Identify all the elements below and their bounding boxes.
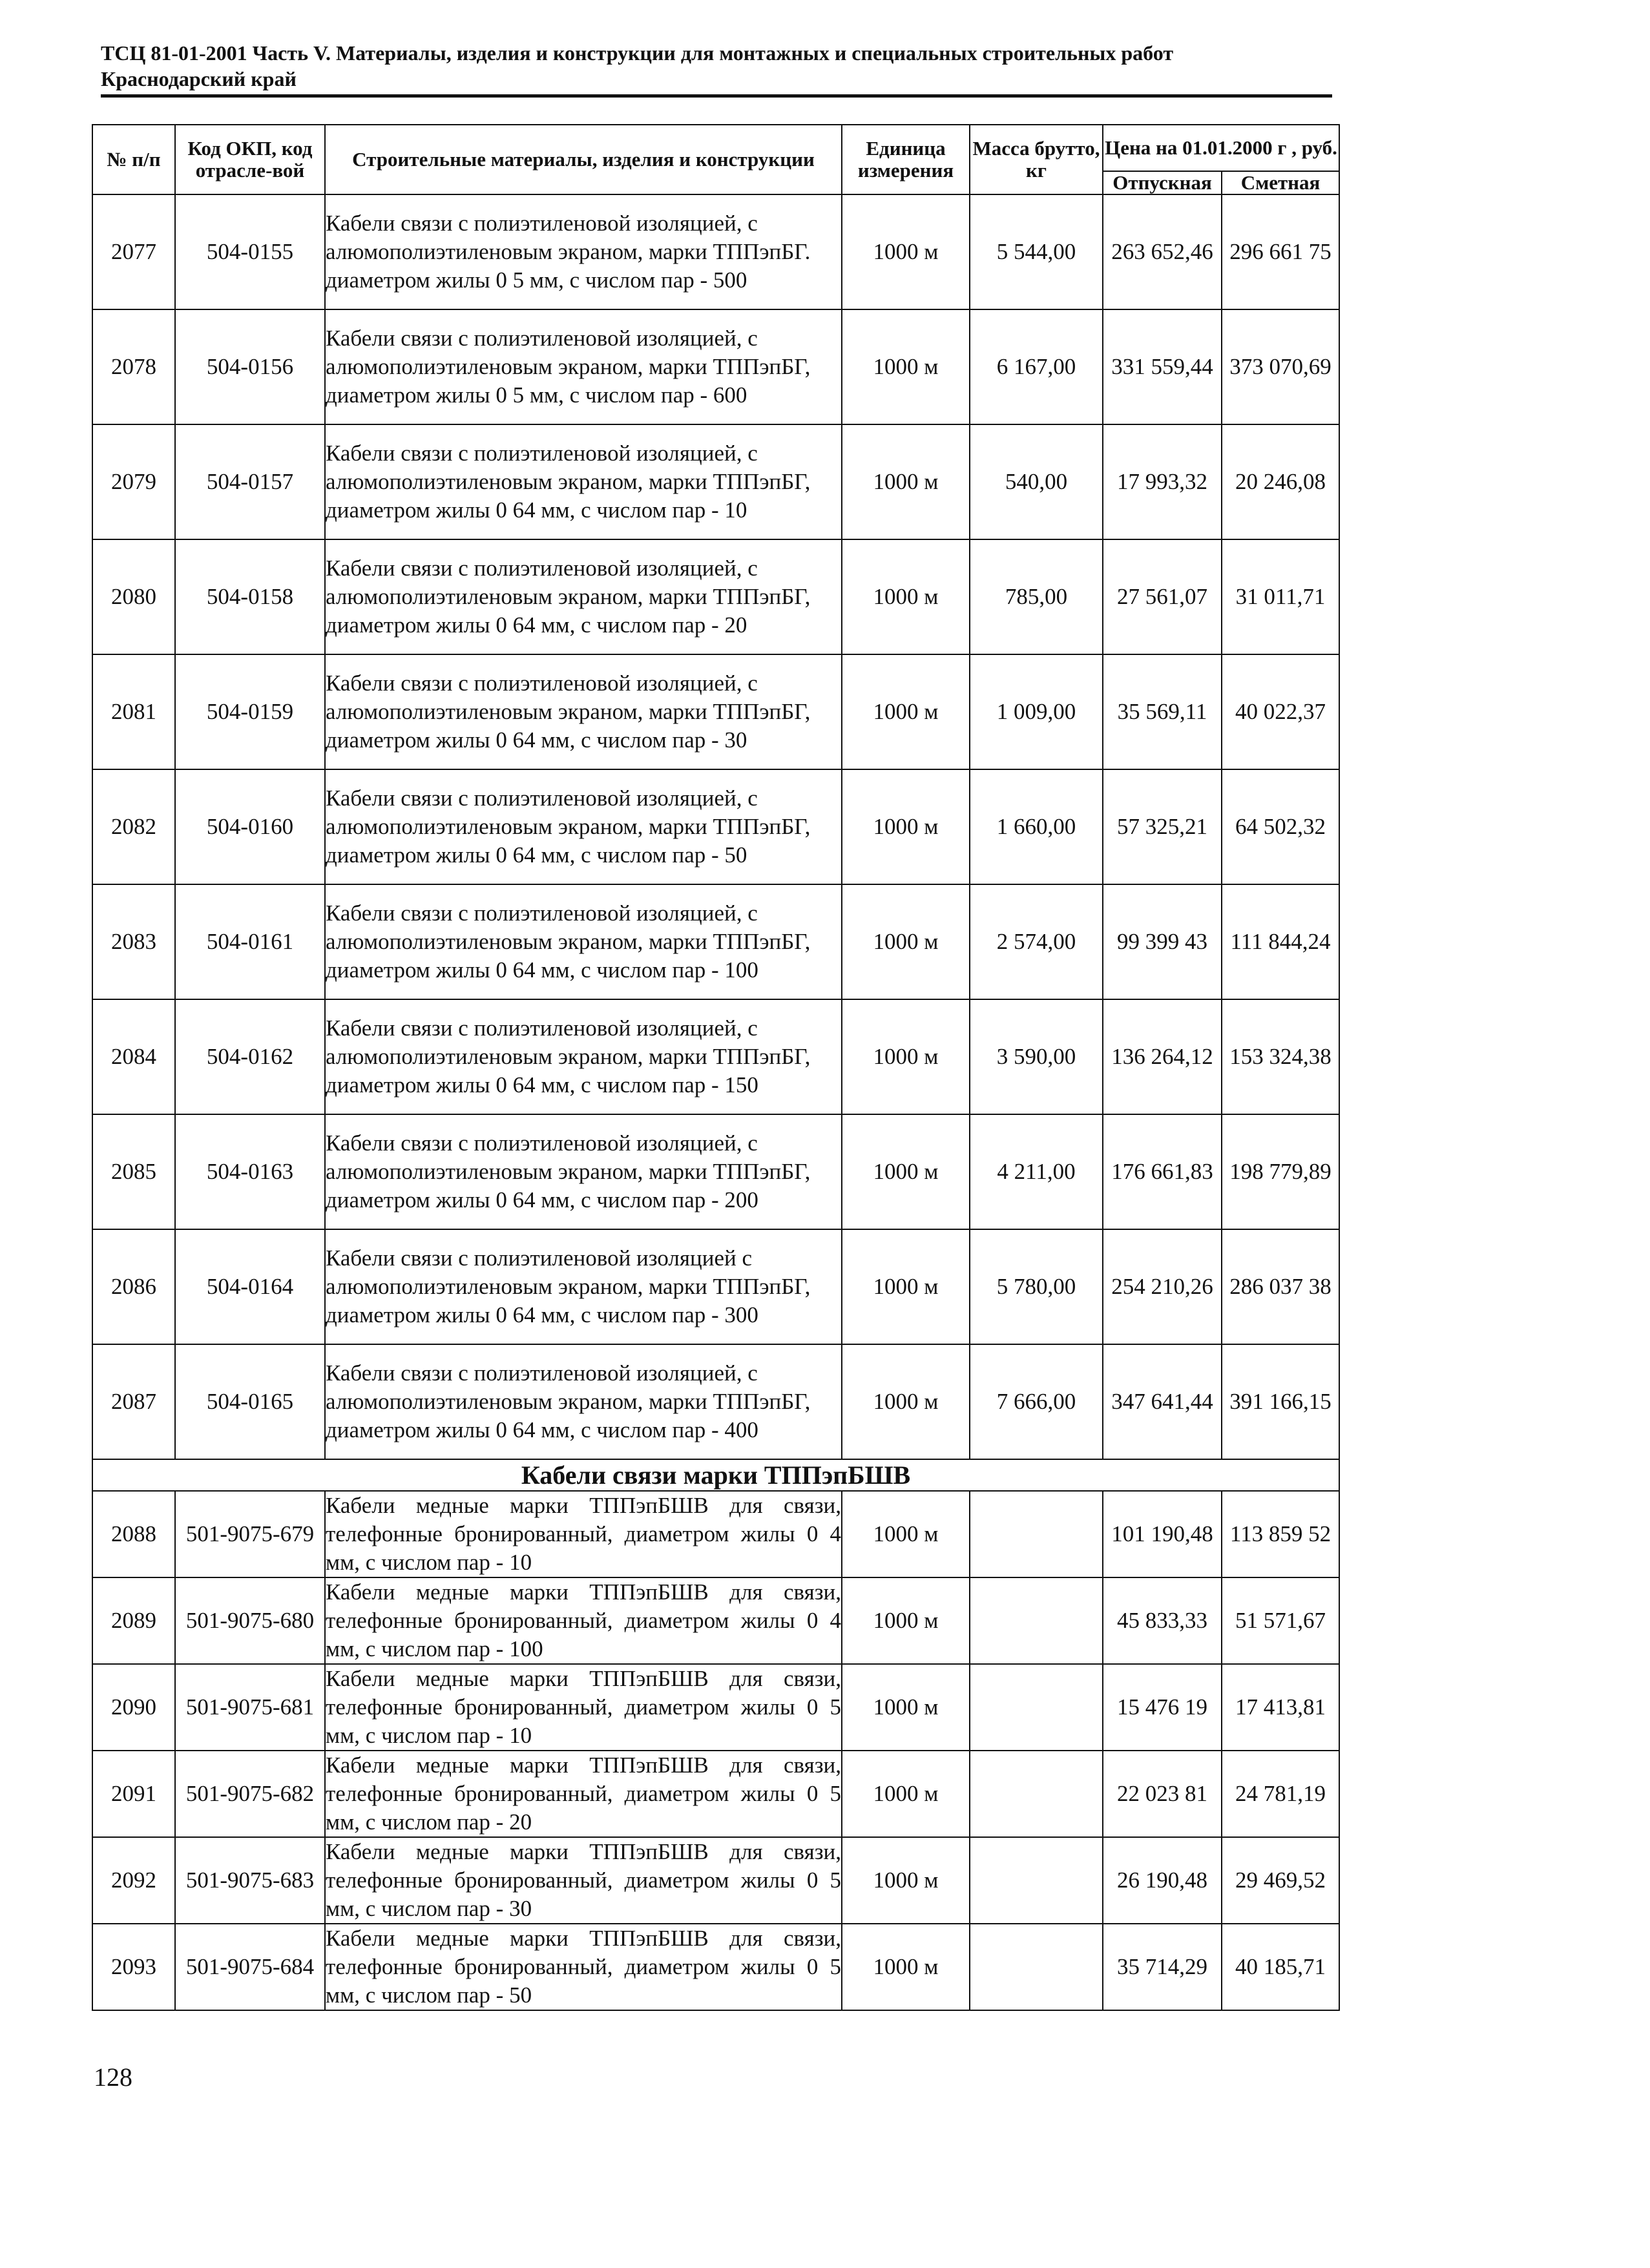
- row-release-price: 35 714,29: [1103, 1924, 1222, 2010]
- table-row: [92, 1577, 1339, 1664]
- row-estimate-price: 113 859 52: [1222, 1491, 1339, 1577]
- row-estimate-price: 31 011,71: [1222, 539, 1339, 654]
- row-mass: 785,00: [970, 539, 1103, 654]
- row-num: 2086: [92, 1229, 175, 1344]
- table-body-b: [92, 1491, 1339, 2010]
- row-unit: 1000 м: [842, 1751, 970, 1837]
- row-unit: 1000 м: [842, 1577, 970, 1664]
- header-title: ТСЦ 81-01-2001 Часть V. Материалы, изделия и конструкции для монтажных и специальных строительных работ: [101, 41, 1174, 65]
- row-num: 2078: [92, 309, 175, 424]
- row-estimate-price: 111 844,24: [1222, 884, 1339, 999]
- row-release-price: 331 559,44: [1103, 309, 1222, 424]
- row-mass: 1 009,00: [970, 654, 1103, 769]
- row-num: 2082: [92, 769, 175, 884]
- row-code: 504-0159: [175, 654, 325, 769]
- table-row: [92, 1837, 1339, 1924]
- table-row: [92, 1344, 1339, 1459]
- row-description: Кабели связи с полиэтиленовой изоляцией, с алюмополиэтиленовым экраном, марки ТППэпБГ. диаметром жилы 0 5 мм, с числом пар - 500: [325, 194, 842, 309]
- row-release-price: 22 023 81: [1103, 1751, 1222, 1837]
- row-estimate-price: 40 022,37: [1222, 654, 1339, 769]
- row-estimate-price: 64 502,32: [1222, 769, 1339, 884]
- row-description: Кабели связи с полиэтиленовой изоляцией, с алюмополиэтиленовым экраном, марки ТППэпБГ, диаметром жилы 0 64 мм, с числом пар - 200: [325, 1114, 842, 1229]
- table-row: [92, 1751, 1339, 1837]
- page-number: 128: [94, 2063, 132, 2092]
- row-num: 2089: [92, 1577, 175, 1664]
- row-mass: 1 660,00: [970, 769, 1103, 884]
- row-unit: 1000 м: [842, 1229, 970, 1344]
- row-code: 504-0157: [175, 424, 325, 539]
- row-num: 2081: [92, 654, 175, 769]
- row-estimate-price: 391 166,15: [1222, 1344, 1339, 1459]
- row-code: 504-0163: [175, 1114, 325, 1229]
- row-release-price: 26 190,48: [1103, 1837, 1222, 1924]
- row-release-price: 101 190,48: [1103, 1491, 1222, 1577]
- row-mass: 4 211,00: [970, 1114, 1103, 1229]
- row-estimate-price: 51 571,67: [1222, 1577, 1339, 1664]
- row-mass: [970, 1577, 1103, 1664]
- row-description: Кабели связи с полиэтиленовой изоляцией, с алюмополиэтиленовым экраном, марки ТППэпБГ, диаметром жилы 0 64 мм, с числом пар - 30: [325, 654, 842, 769]
- row-num: 2091: [92, 1751, 175, 1837]
- table-row: [92, 539, 1339, 654]
- row-description: Кабели связи с полиэтиленовой изоляцией, с алюмополиэтиленовым экраном, марки ТППэпБГ, диаметром жилы 0 64 мм, с числом пар - 20: [325, 539, 842, 654]
- header-rule: [101, 94, 1332, 98]
- row-code: 504-0165: [175, 1344, 325, 1459]
- row-unit: 1000 м: [842, 539, 970, 654]
- row-unit: 1000 м: [842, 1344, 970, 1459]
- col-header-num: № п/п: [92, 125, 175, 194]
- row-code: 501-9075-684: [175, 1924, 325, 2010]
- row-release-price: 57 325,21: [1103, 769, 1222, 884]
- section-title: Кабели связи марки ТППэпБШВ: [92, 1459, 1339, 1491]
- row-estimate-price: 373 070,69: [1222, 309, 1339, 424]
- row-description: Кабели связи с полиэтиленовой изоляцией, с алюмополиэтиленовым экраном, марки ТППэпБГ, диаметром жилы 0 64 мм, с числом пар - 50: [325, 769, 842, 884]
- row-estimate-price: 286 037 38: [1222, 1229, 1339, 1344]
- price-table: [92, 124, 1340, 2011]
- row-mass: [970, 1837, 1103, 1924]
- row-num: 2088: [92, 1491, 175, 1577]
- row-description: Кабели медные марки ТППэпБШВ для связи, телефонные бронированный, диаметром жилы 0 4 мм, с числом пар - 100: [325, 1577, 842, 1664]
- row-mass: [970, 1924, 1103, 2010]
- row-release-price: 254 210,26: [1103, 1229, 1222, 1344]
- row-mass: 6 167,00: [970, 309, 1103, 424]
- row-release-price: 99 399 43: [1103, 884, 1222, 999]
- row-description: Кабели связи с полиэтиленовой изоляцией, с алюмополиэтиленовым экраном, марки ТППэпБГ, диаметром жилы 0 64 мм, с числом пар - 10: [325, 424, 842, 539]
- col-header-code: Код ОКП, код отрасле-вой: [175, 125, 325, 194]
- row-code: 501-9075-679: [175, 1491, 325, 1577]
- row-code: 504-0156: [175, 309, 325, 424]
- row-code: 504-0155: [175, 194, 325, 309]
- table-row: [92, 194, 1339, 309]
- row-unit: 1000 м: [842, 999, 970, 1114]
- row-description: Кабели медные марки ТППэпБШВ для связи, телефонные бронированный, диаметром жилы 0 4 мм, с числом пар - 10: [325, 1491, 842, 1577]
- col-header-name: Строительные материалы, изделия и конструкции: [325, 125, 842, 194]
- col-header-estimate: Сметная: [1222, 171, 1339, 194]
- row-unit: 1000 м: [842, 1924, 970, 2010]
- row-num: 2092: [92, 1837, 175, 1924]
- row-mass: 540,00: [970, 424, 1103, 539]
- row-release-price: 15 476 19: [1103, 1664, 1222, 1751]
- row-code: 504-0164: [175, 1229, 325, 1344]
- row-num: 2079: [92, 424, 175, 539]
- row-mass: 5 544,00: [970, 194, 1103, 309]
- row-description: Кабели медные марки ТППэпБШВ для связи, телефонные бронированный, диаметром жилы 0 5 мм, с числом пар - 30: [325, 1837, 842, 1924]
- row-description: Кабели медные марки ТППэпБШВ для связи, телефонные бронированный, диаметром жилы 0 5 мм, с числом пар - 20: [325, 1751, 842, 1837]
- col-header-price: Цена на 01.01.2000 г , руб.: [1103, 125, 1339, 171]
- row-unit: 1000 м: [842, 1664, 970, 1751]
- row-code: 504-0158: [175, 539, 325, 654]
- row-description: Кабели связи с полиэтиленовой изоляцией, с алюмополиэтиленовым экраном, марки ТППэпБГ, диаметром жилы 0 64 мм, с числом пар - 100: [325, 884, 842, 999]
- table-row: [92, 999, 1339, 1114]
- row-release-price: 45 833,33: [1103, 1577, 1222, 1664]
- row-unit: 1000 м: [842, 309, 970, 424]
- row-num: 2087: [92, 1344, 175, 1459]
- table-row: [92, 654, 1339, 769]
- table-row: [92, 309, 1339, 424]
- col-header-mass: Масса брутто, кг: [970, 125, 1103, 194]
- row-release-price: 27 561,07: [1103, 539, 1222, 654]
- table-row: [92, 1924, 1339, 2010]
- row-estimate-price: 198 779,89: [1222, 1114, 1339, 1229]
- row-estimate-price: 24 781,19: [1222, 1751, 1339, 1837]
- row-estimate-price: 29 469,52: [1222, 1837, 1339, 1924]
- row-code: 501-9075-683: [175, 1837, 325, 1924]
- row-code: 501-9075-682: [175, 1751, 325, 1837]
- row-mass: 7 666,00: [970, 1344, 1103, 1459]
- row-mass: 2 574,00: [970, 884, 1103, 999]
- table-row: [92, 1114, 1339, 1229]
- table-row: [92, 424, 1339, 539]
- row-unit: 1000 м: [842, 424, 970, 539]
- table-body-a: [92, 194, 1339, 1459]
- row-unit: 1000 м: [842, 884, 970, 999]
- section-heading-body: [92, 1459, 1339, 1491]
- row-description: Кабели связи с полиэтиленовой изоляцией, с алюмополиэтиленовым экраном, марки ТППэпБГ, диаметром жилы 0 64 мм, с числом пар - 150: [325, 999, 842, 1114]
- table-row: [92, 884, 1339, 999]
- col-header-release: Отпускная: [1103, 171, 1222, 194]
- row-num: 2083: [92, 884, 175, 999]
- row-release-price: 35 569,11: [1103, 654, 1222, 769]
- row-unit: 1000 м: [842, 194, 970, 309]
- table-row: [92, 1229, 1339, 1344]
- row-description: Кабели связи с полиэтиленовой изоляцией, с алюмополиэтиленовым экраном, марки ТППэпБГ, диаметром жилы 0 64 мм, с числом пар - 400: [325, 1344, 842, 1459]
- row-unit: 1000 м: [842, 654, 970, 769]
- row-unit: 1000 м: [842, 769, 970, 884]
- row-num: 2085: [92, 1114, 175, 1229]
- row-num: 2093: [92, 1924, 175, 2010]
- row-release-price: 263 652,46: [1103, 194, 1222, 309]
- row-code: 501-9075-680: [175, 1577, 325, 1664]
- col-header-unit: Единица измерения: [842, 125, 970, 194]
- row-num: 2090: [92, 1664, 175, 1751]
- header-region: Краснодарский край: [101, 67, 297, 90]
- row-description: Кабели медные марки ТППэпБШВ для связи, телефонные бронированный, диаметром жилы 0 5 мм, с числом пар - 10: [325, 1664, 842, 1751]
- table-row: [92, 1491, 1339, 1577]
- row-num: 2080: [92, 539, 175, 654]
- row-estimate-price: 20 246,08: [1222, 424, 1339, 539]
- row-release-price: 176 661,83: [1103, 1114, 1222, 1229]
- row-unit: 1000 м: [842, 1837, 970, 1924]
- row-code: 504-0160: [175, 769, 325, 884]
- row-unit: 1000 м: [842, 1491, 970, 1577]
- page-header: [101, 40, 1332, 98]
- row-unit: 1000 м: [842, 1114, 970, 1229]
- row-release-price: 17 993,32: [1103, 424, 1222, 539]
- row-mass: 3 590,00: [970, 999, 1103, 1114]
- row-estimate-price: 17 413,81: [1222, 1664, 1339, 1751]
- table-row: [92, 769, 1339, 884]
- row-code: 504-0162: [175, 999, 325, 1114]
- row-num: 2084: [92, 999, 175, 1114]
- row-mass: [970, 1491, 1103, 1577]
- row-release-price: 136 264,12: [1103, 999, 1222, 1114]
- row-release-price: 347 641,44: [1103, 1344, 1222, 1459]
- row-description: Кабели связи с полиэтиленовой изоляцией с алюмополиэтиленовым экраном, марки ТППэпБГ, диаметром жилы 0 64 мм, с числом пар - 300: [325, 1229, 842, 1344]
- row-estimate-price: 40 185,71: [1222, 1924, 1339, 2010]
- row-description: Кабели связи с полиэтиленовой изоляцией, с алюмополиэтиленовым экраном, марки ТППэпБГ, диаметром жилы 0 5 мм, с числом пар - 600: [325, 309, 842, 424]
- row-num: 2077: [92, 194, 175, 309]
- row-estimate-price: 296 661 75: [1222, 194, 1339, 309]
- row-code: 504-0161: [175, 884, 325, 999]
- table-row: [92, 1664, 1339, 1751]
- row-description: Кабели медные марки ТППэпБШВ для связи, телефонные бронированный, диаметром жилы 0 5 мм, с числом пар - 50: [325, 1924, 842, 2010]
- row-mass: [970, 1751, 1103, 1837]
- row-mass: 5 780,00: [970, 1229, 1103, 1344]
- row-code: 501-9075-681: [175, 1664, 325, 1751]
- row-mass: [970, 1664, 1103, 1751]
- row-estimate-price: 153 324,38: [1222, 999, 1339, 1114]
